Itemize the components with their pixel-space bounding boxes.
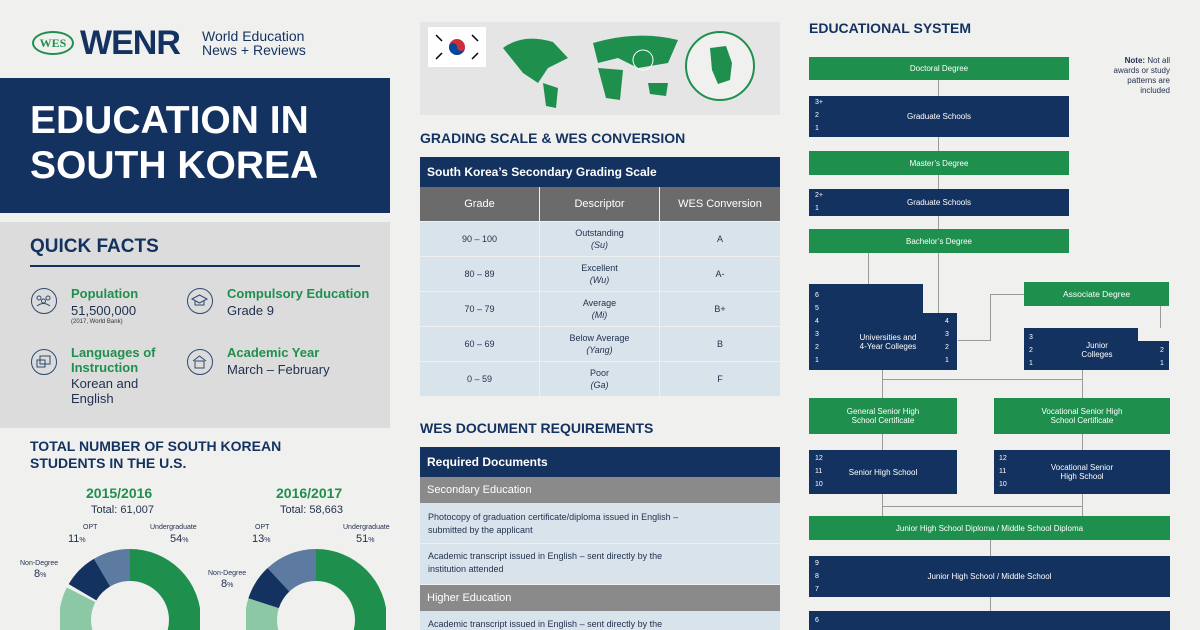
wes-cell: B (660, 327, 780, 361)
jhs-diploma-box: Junior High School Diploma / Middle School Diploma (809, 516, 1170, 540)
year-number: 8 (815, 573, 819, 580)
connector (938, 253, 939, 313)
year-number: 1 (815, 125, 819, 132)
doc-row-transcript-line2: institution attended (428, 564, 504, 574)
year-number: 4 (815, 318, 819, 325)
year-number: 3+ (815, 99, 823, 106)
nondeg-number-2016: 8 (221, 578, 228, 590)
connector (990, 294, 991, 340)
system-note-text: Not all awards or study patterns are included (1113, 56, 1170, 95)
descriptor-text: Average (582, 298, 617, 308)
compulsory-value: Grade 9 (227, 303, 274, 318)
vocational-high-box (994, 450, 1170, 494)
year-number: 9 (815, 560, 819, 567)
connector (938, 80, 939, 96)
page-title (0, 78, 390, 213)
year-number: 3 (815, 331, 819, 338)
general-senior-cert-line1: General Senior High (846, 407, 920, 416)
year-number: 5 (815, 305, 819, 312)
education-system-heading: EDUCATIONAL SYSTEM (809, 20, 972, 36)
donut-chart-2015 (60, 540, 200, 630)
year-number: 4 (945, 318, 949, 325)
quick-facts-heading: QUICK FACTS (30, 236, 159, 257)
masters-degree-box: Master’s Degree (809, 151, 1069, 175)
descriptor-text: Excellent (581, 263, 618, 273)
year-number: 2 (815, 112, 819, 119)
year-number: 1 (945, 357, 949, 364)
connector (958, 340, 991, 341)
graduate-schools-box-2 (809, 189, 1069, 216)
ug-label-2016: Undergraduate (343, 524, 390, 531)
opt-label-2016: OPT (255, 524, 270, 531)
nondeg-value-2015 (34, 568, 46, 580)
junior-colleges-label-line1: Junior (1086, 341, 1108, 350)
elementary-box (809, 611, 1170, 630)
general-senior-cert-box (809, 398, 957, 434)
vocational-senior-cert-box (994, 398, 1170, 434)
languages-label (71, 345, 156, 375)
nondeg-label-2016: Non-Degree (208, 570, 247, 577)
connector (1082, 370, 1083, 398)
wes-cell: B+ (660, 292, 780, 326)
total-2015: Total: 61,007 (91, 504, 154, 516)
connector (938, 216, 939, 229)
doc-row-transcript-line1: Academic transcript issued in English – sent directly by the (428, 551, 663, 561)
grading-col-wes: WES Conversion (660, 187, 780, 221)
opt-value-2015 (68, 533, 86, 545)
academic-year-value: March – February (227, 362, 330, 377)
graduate-schools-label-2: Graduate Schools (906, 198, 972, 207)
descriptor-cell (540, 257, 659, 291)
grade-cell: 90 – 100 (420, 222, 539, 256)
descriptor-text: Poor (589, 368, 609, 378)
descriptor-korean: (Su) (590, 240, 608, 250)
year-number: 3 (945, 331, 949, 338)
connector (882, 379, 1082, 380)
connector (882, 370, 883, 398)
university-years-right (945, 315, 949, 367)
ug-pct-2016: % (368, 537, 375, 544)
doc-row-diploma-line2: submitted by the applicant (428, 525, 533, 535)
vocational-senior-cert-line2: School Certificate (1050, 416, 1114, 425)
year-number: 6 (815, 292, 819, 299)
elementary-years (815, 614, 819, 627)
descriptor-korean: (Mi) (591, 310, 608, 320)
connector (1160, 306, 1161, 328)
nondeg-pct-2016: % (227, 582, 234, 589)
opt-value-2016 (252, 533, 270, 545)
map-banner (420, 22, 780, 115)
nondeg-pct-2015: % (40, 572, 47, 579)
world-map-icon (498, 28, 768, 110)
senior-high-years (815, 452, 823, 491)
grading-col-descriptor: Descriptor (540, 187, 659, 221)
doc-row-higher-transcript (420, 611, 780, 630)
connector (882, 494, 883, 516)
system-note (1100, 56, 1170, 96)
connector (882, 506, 1082, 507)
vocational-high-line1: Vocational Senior (1050, 463, 1114, 472)
doc-row-transcript (420, 544, 780, 584)
opt-label-2015: OPT (83, 524, 98, 531)
general-senior-cert-label (847, 407, 919, 425)
nondeg-value-2016 (221, 578, 233, 590)
year-number: 2 (1160, 347, 1164, 354)
bachelors-degree-box: Bachelor’s Degree (809, 229, 1069, 253)
connector (938, 137, 939, 151)
connector (990, 294, 1024, 295)
grade-cell: 60 – 69 (420, 327, 539, 361)
ug-pct-2015: % (182, 537, 189, 544)
junior-years-right (1160, 344, 1164, 370)
senior-high-label: Senior High School (848, 467, 918, 477)
junior-colleges-label (1060, 341, 1134, 359)
grading-table-title: South Korea’s Secondary Grading Scale (420, 157, 780, 187)
logo-tagline-line1: World Education (202, 28, 305, 44)
year-number: 2 (945, 344, 949, 351)
doc-row-diploma-line1: Photocopy of graduation certificate/diploma issued in English – (428, 512, 679, 522)
ug-label-2015: Undergraduate (150, 524, 197, 531)
universities-box (809, 313, 957, 370)
opt-pct-2016: % (264, 537, 271, 544)
students-heading (30, 438, 330, 472)
year-number: 6 (815, 617, 819, 624)
graduate-years-2 (815, 189, 823, 215)
graduation-cap-icon (187, 288, 213, 314)
grade-cell: 70 – 79 (420, 292, 539, 326)
people-icon (31, 288, 57, 314)
school-icon (187, 349, 213, 375)
general-senior-cert-line2: School Certificate (851, 416, 915, 425)
wes-cell: A (660, 222, 780, 256)
year-number: 1 (815, 357, 819, 364)
universities-label-line1: Universities and (859, 332, 917, 342)
logo-tagline-line2: News + Reviews (202, 42, 306, 58)
grading-col-grade: Grade (420, 187, 539, 221)
ug-value-2015 (170, 533, 188, 545)
jhs-box (809, 556, 1170, 597)
academic-year-label: Academic Year (227, 345, 320, 360)
year-2015-label: 2015/2016 (86, 485, 153, 501)
descriptor-text: Outstanding (575, 228, 624, 238)
documents-heading: WES DOCUMENT REQUIREMENTS (420, 420, 654, 436)
languages-label-line1: Languages of (71, 345, 156, 360)
documents-table-title: Required Documents (420, 447, 780, 477)
descriptor-korean: (Yang) (586, 345, 613, 355)
opt-pct-2015: % (79, 537, 86, 544)
compulsory-label: Compulsory Education (227, 286, 370, 301)
vocational-high-label (1051, 463, 1113, 481)
nondeg-label-2015: Non-Degree (20, 560, 59, 567)
vocational-senior-cert-line1: Vocational Senior High (1041, 407, 1123, 416)
title-line2: SOUTH KOREA (30, 144, 319, 187)
doc-row-diploma (420, 503, 780, 543)
doc-row-higher-transcript-line1: Academic transcript issued in English – sent directly by the (428, 619, 663, 629)
graduate-schools-label-1: Graduate Schools (906, 112, 972, 121)
descriptor-korean: (Wu) (589, 275, 610, 285)
total-2016: Total: 58,663 (280, 504, 343, 516)
connector (1082, 434, 1083, 450)
graduate-schools-box-1 (809, 96, 1069, 137)
descriptor-korean: (Ga) (590, 380, 609, 390)
languages-value-line1: Korean and (71, 376, 139, 391)
senior-high-box (809, 450, 957, 494)
vocational-high-years (999, 452, 1007, 491)
descriptor-cell (540, 327, 659, 361)
opt-number-2016: 13 (252, 533, 265, 545)
connector (938, 175, 939, 189)
languages-value (71, 376, 138, 406)
year-number: 7 (815, 586, 819, 593)
graduate-years-1 (815, 96, 823, 135)
connector (990, 597, 991, 611)
year-number: 11 (815, 468, 823, 475)
descriptor-cell (540, 292, 659, 326)
universities-label (850, 333, 917, 351)
wes-cell: A- (660, 257, 780, 291)
students-heading-line1: TOTAL NUMBER OF SOUTH KOREAN (30, 438, 282, 454)
jhs-label: Junior High School / Middle School (927, 572, 1052, 581)
year-number: 10 (815, 481, 823, 488)
junior-years-left (1029, 331, 1033, 370)
population-source: (2017, World Bank) (71, 319, 123, 325)
descriptor-cell (540, 222, 659, 256)
population-label: Population (71, 286, 139, 301)
grade-cell: 0 – 59 (420, 362, 539, 396)
connector (990, 540, 991, 556)
wes-logo-badge: WES (32, 31, 74, 55)
year-number: 12 (999, 455, 1007, 462)
languages-label-line2: Instruction (71, 360, 139, 375)
students-heading-line2: STUDENTS IN THE U.S. (30, 455, 187, 471)
year-number: 11 (999, 468, 1007, 475)
doctoral-degree-box: Doctoral Degree (809, 57, 1069, 80)
population-value: 51,500,000 (71, 303, 137, 318)
year-number: 2+ (815, 192, 823, 199)
opt-number-2015: 11 (68, 533, 80, 545)
university-years-left (815, 289, 819, 367)
year-number: 12 (815, 455, 823, 462)
universities-label-line2: 4-Year Colleges (859, 341, 917, 351)
year-2016-label: 2016/2017 (276, 485, 343, 501)
junior-colleges-label-line2: Colleges (1081, 350, 1113, 359)
donut-chart-2016 (246, 540, 386, 630)
title-line1: EDUCATION IN (30, 99, 309, 142)
year-number: 2 (1029, 347, 1033, 354)
south-korea-flag-icon (428, 27, 486, 67)
quick-facts-divider (30, 265, 360, 267)
year-number: 3 (1029, 334, 1033, 341)
year-number: 1 (1160, 360, 1164, 367)
chat-icon (31, 349, 57, 375)
year-number: 10 (999, 481, 1007, 488)
system-note-bold: Note: (1124, 56, 1146, 65)
wes-cell: F (660, 362, 780, 396)
descriptor-cell (540, 362, 659, 396)
logo-tagline (202, 29, 306, 57)
year-number: 2 (815, 344, 819, 351)
higher-education-subheading: Higher Education (420, 585, 780, 611)
wenr-logo: WENR (80, 24, 180, 62)
ug-number-2015: 54 (170, 533, 183, 545)
ug-number-2016: 51 (356, 533, 369, 545)
connector (882, 434, 883, 450)
grading-heading: GRADING SCALE & WES CONVERSION (420, 130, 686, 146)
connector (868, 253, 869, 284)
secondary-education-subheading: Secondary Education (420, 477, 780, 503)
jhs-years (815, 557, 819, 596)
connector (1082, 494, 1083, 516)
grade-cell: 80 – 89 (420, 257, 539, 291)
vocational-senior-cert-label (1042, 407, 1123, 425)
year-number: 1 (1029, 360, 1033, 367)
descriptor-text: Below Average (569, 333, 630, 343)
vocational-high-line2: High School (1060, 472, 1104, 481)
year-number: 1 (815, 205, 819, 212)
nondeg-number-2015: 8 (34, 568, 41, 580)
associate-degree-box: Associate Degree (1024, 282, 1169, 306)
languages-value-line2: English (71, 391, 114, 406)
ug-value-2016 (356, 533, 374, 545)
